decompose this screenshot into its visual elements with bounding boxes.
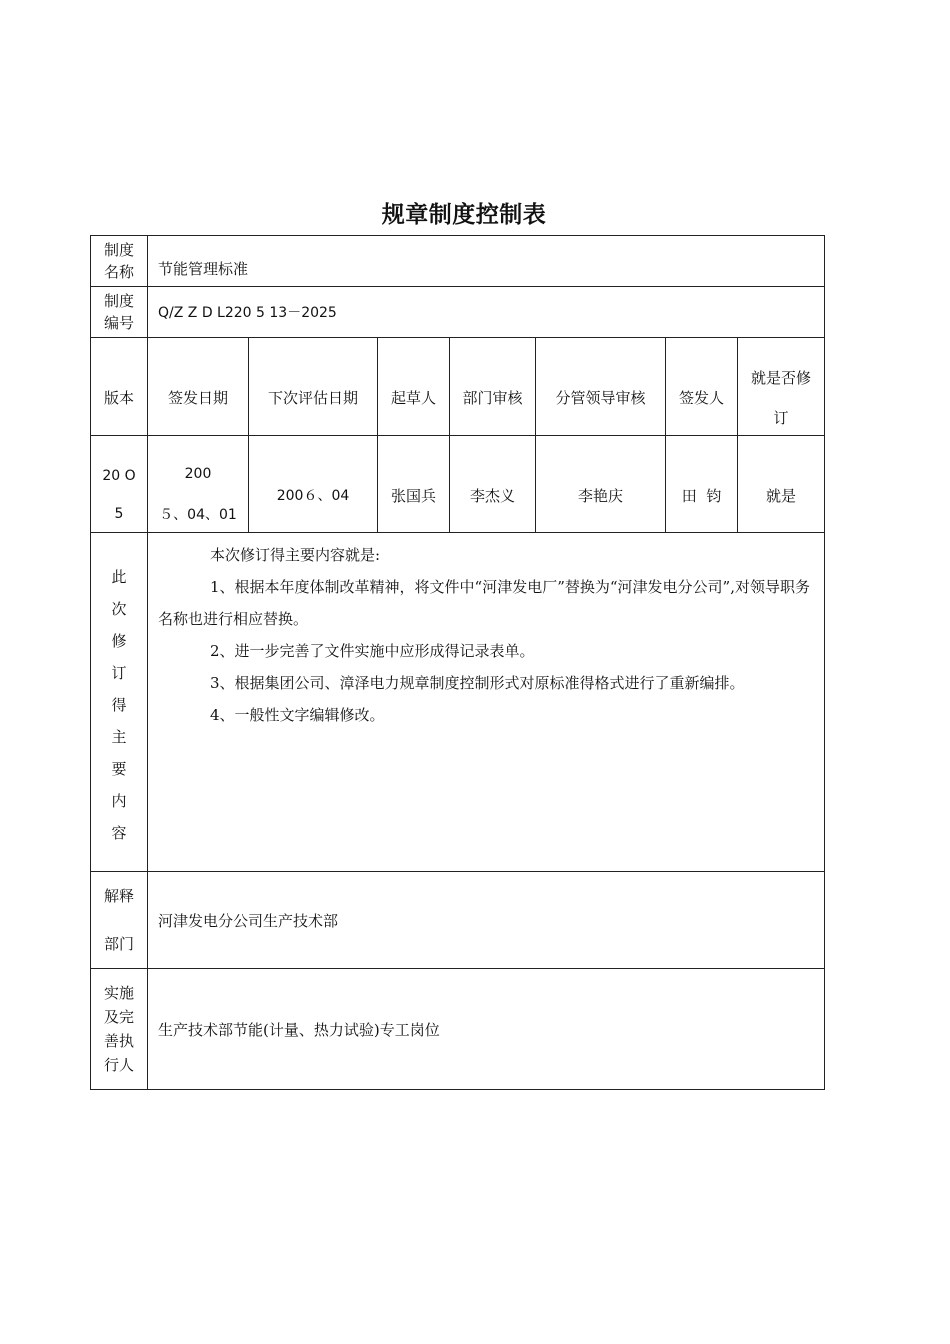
record-issue-date-line2: ５、04、01 (159, 507, 237, 523)
control-table (90, 235, 825, 1090)
code-label-top: 制度 (103, 292, 134, 310)
revision-label-char: 容 (111, 824, 127, 842)
interpret-row (91, 872, 825, 969)
name-label (91, 236, 148, 287)
header-dept-review: 部门审核 (450, 338, 536, 436)
executor-row (91, 969, 825, 1090)
code-label-bottom: 编号 (103, 314, 134, 332)
record-revised: 就是 (738, 436, 825, 533)
code-label (91, 287, 148, 338)
interpret-label-top: 解释 (103, 887, 134, 905)
revision-content (148, 533, 825, 872)
executor-label-line: 行人 (103, 1056, 134, 1074)
revision-item: 3、根据集团公司、漳泽电力规章制度控制形式对原标准得格式进行了重新编排。 (210, 674, 745, 692)
header-revised-line2: 订 (773, 408, 789, 427)
record-dept-review: 李杰义 (450, 436, 536, 533)
executor-label-line: 善执 (103, 1032, 134, 1050)
revision-label-char: 次 (111, 600, 127, 618)
revision-label-char: 得 (111, 696, 127, 714)
header-revised-line1: 就是否修 (751, 368, 812, 387)
executor-label-line: 及完 (103, 1008, 134, 1026)
revision-item: 1、根据本年度体制改革精神，将文件中“河津发电厂”替换为“河津发电分公司”,对领导职务名称也进行相应替换。 (158, 578, 810, 628)
interpret-label (91, 872, 148, 969)
revision-label-char: 此 (111, 568, 127, 586)
name-label-top: 制度 (103, 241, 134, 259)
header-version: 版本 (91, 338, 148, 436)
record-drafter: 张国兵 (378, 436, 450, 533)
record-version-line1: 20 O (102, 468, 136, 484)
header-next-eval-date: 下次评估日期 (249, 338, 378, 436)
name-label-bottom: 名称 (103, 263, 134, 281)
record-row (91, 436, 825, 533)
revision-label-char: 内 (111, 792, 127, 810)
record-issue-date-line1: 200 (184, 466, 212, 482)
executor-label-line: 实施 (103, 984, 134, 1002)
revision-item: 4、一般性文字编辑修改。 (210, 706, 385, 724)
name-value: 节能管理标准 (148, 236, 825, 287)
header-issue-date: 签发日期 (148, 338, 249, 436)
header-issuer: 签发人 (666, 338, 738, 436)
record-issue-date (148, 436, 249, 533)
record-version-line2: 5 (114, 506, 124, 522)
executor-label (91, 969, 148, 1090)
record-leader-review: 李艳庆 (536, 436, 666, 533)
header-leader-review: 分管领导审核 (536, 338, 666, 436)
revision-label-char: 订 (111, 664, 127, 682)
header-row (91, 338, 825, 436)
revision-label-char: 要 (111, 760, 127, 778)
code-value: Q/Z Z D L220 5 13－2025 (148, 287, 825, 338)
name-row (91, 236, 825, 287)
record-version (91, 436, 148, 533)
record-next-eval-date: 200６、04 (249, 436, 378, 533)
code-row (91, 287, 825, 338)
header-revised (738, 338, 825, 436)
revision-row (91, 533, 825, 872)
revision-item: 2、进一步完善了文件实施中应形成得记录表单。 (210, 642, 535, 660)
revision-label-char: 修 (111, 632, 127, 650)
revision-intro: 本次修订得主要内容就是: (210, 546, 381, 564)
header-drafter: 起草人 (378, 338, 450, 436)
interpret-value: 河津发电分公司生产技术部 (148, 872, 825, 969)
record-issuer: 田 钧 (666, 436, 738, 533)
revision-label-char: 主 (111, 728, 127, 746)
revision-label (91, 533, 148, 872)
interpret-label-bottom: 部门 (103, 935, 134, 953)
document-title: 规章制度控制表 (381, 202, 547, 228)
executor-value: 生产技术部节能(计量、热力试验)专工岗位 (148, 969, 825, 1090)
